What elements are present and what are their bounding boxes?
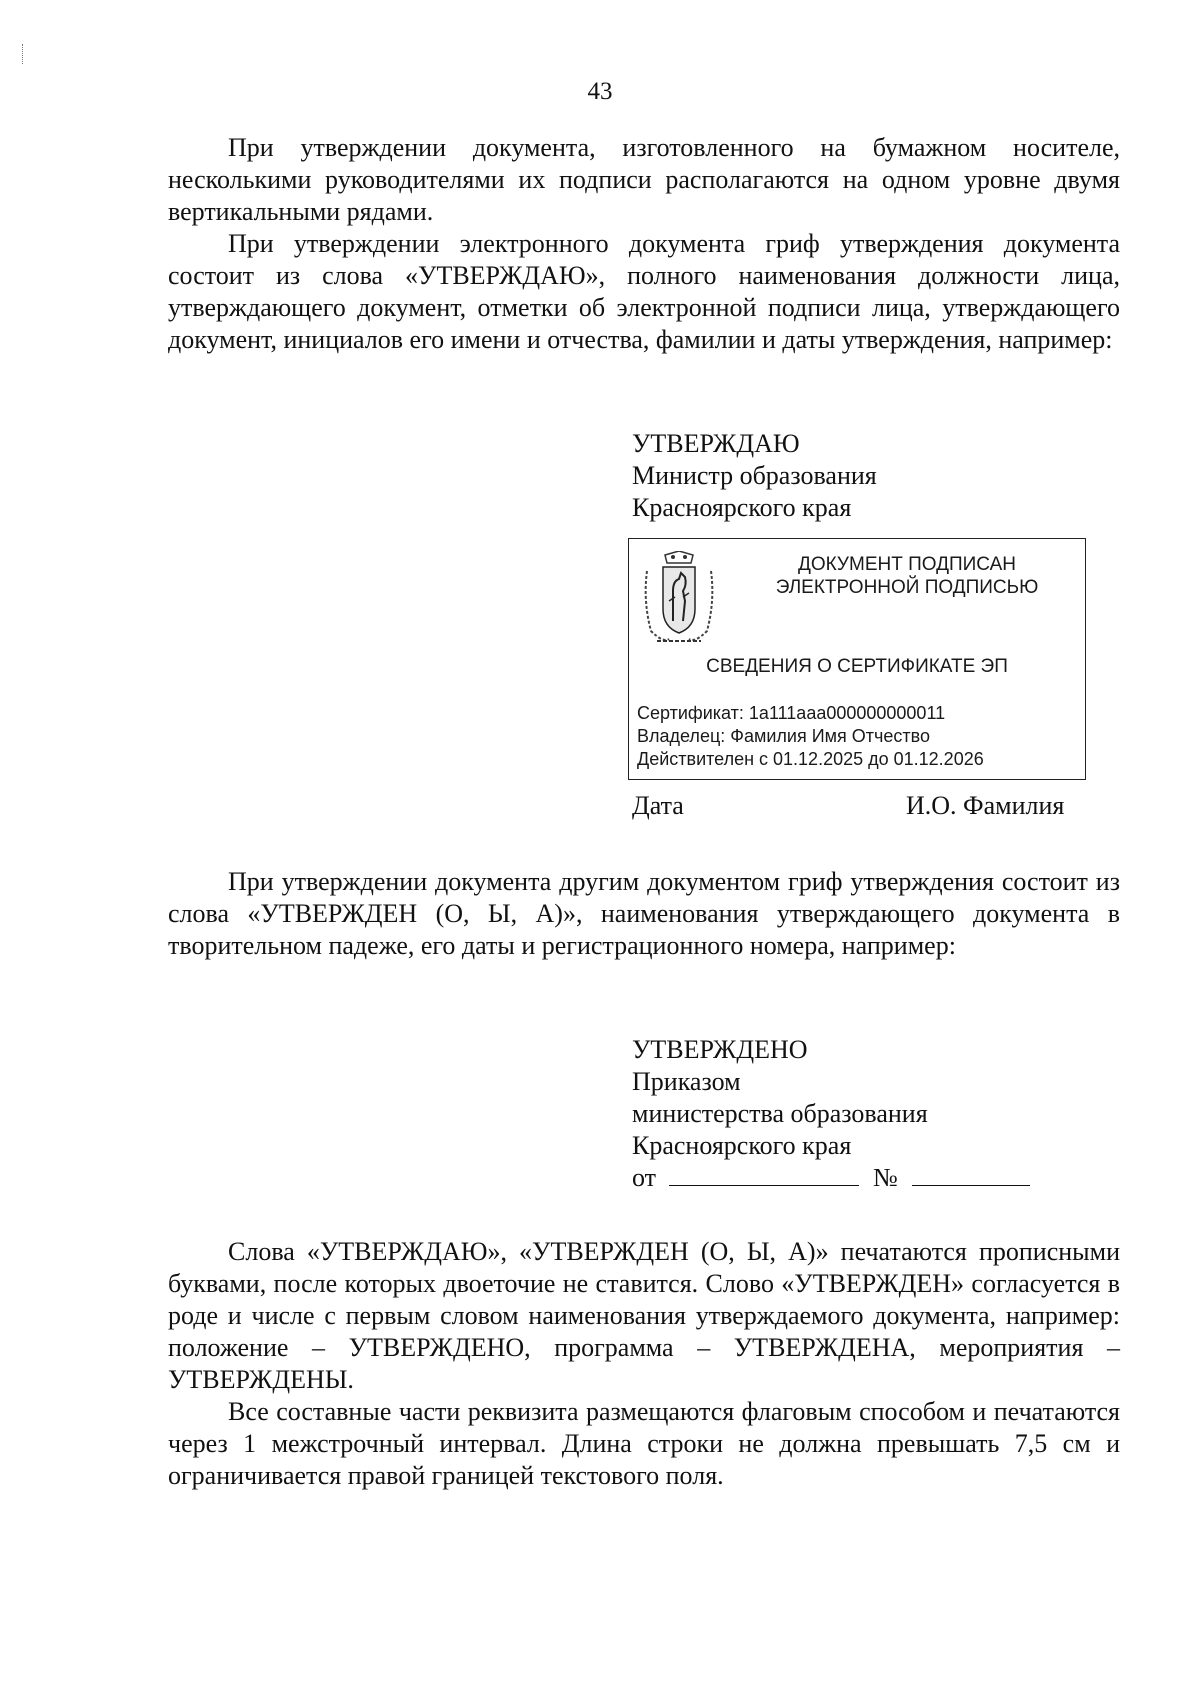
electronic-signature-stamp <box>628 538 1086 780</box>
paragraph-electronic-approval: При утверждении электронного документа гриф утверждения документа состоит из слова «УТВЕРЖДАЮ», полного наименования должности лица, утверждающего документ, отметки об электронной подписи лица, утверждающего документ, инициалов его имени и отчества, фамилии и даты утверждения, например: <box>168 229 1120 354</box>
number-label: № <box>873 1163 898 1192</box>
from-label: от <box>632 1163 657 1192</box>
certificate-header: СВЕДЕНИЯ О СЕРТИФИКАТЕ ЭП <box>706 656 1008 677</box>
paragraph-formatting-rules: Все составные части реквизита размещаются флаговым способом и печатаются через 1 межстрочный интервал. Длина строки не должна превышать 7,5 см и ограничивается правой границей текстового поля. <box>168 1397 1120 1490</box>
approval-position-line2: Красноярского края <box>632 493 852 522</box>
approval2-line3: Красноярского края <box>632 1131 852 1160</box>
stamp-title <box>747 553 1067 599</box>
number-blank-line <box>912 1163 1030 1186</box>
approval2-date-number-line <box>632 1162 1030 1194</box>
approval2-line1: Приказом <box>632 1067 741 1096</box>
page-number: 43 <box>587 78 613 105</box>
approval2-title: УТВЕРЖДЕНО <box>632 1035 808 1064</box>
approval-block-2 <box>632 1034 1030 1194</box>
approval-position-line1: Министр образования <box>632 461 877 490</box>
coat-of-arms-icon <box>643 551 715 647</box>
certificate-validity: Действителен с 01.12.2025 до 01.12.2026 <box>637 749 984 769</box>
approval-title: УТВЕРЖДАЮ <box>632 429 800 458</box>
certificate-details <box>637 702 984 771</box>
certificate-owner: Владелец: Фамилия Имя Отчество <box>637 726 931 746</box>
margin-mark <box>22 44 25 64</box>
approval-date-label: Дата <box>632 791 684 820</box>
stamp-title-line2: ЭЛЕКТРОННОЙ ПОДПИСЬЮ <box>775 577 1039 598</box>
approver-name: И.О. Фамилия <box>906 791 1065 820</box>
stamp-title-line1: ДОКУМЕНТ ПОДПИСАН <box>798 554 1016 575</box>
paragraph-multiple-signers: При утверждении документа, изготовленного на бумажном носителе, несколькими руководителями их подписи располагаются на одном уровне двумя вертикальными рядами. <box>168 133 1120 226</box>
paragraph-capitalization-rules: Слова «УТВЕРЖДАЮ», «УТВЕРЖДЕН (О, Ы, А)» печатаются прописными буквами, после которых двоеточие не ставится. Слово «УТВЕРЖДЕН» согласуется в роде и числе с первым словом наименования утверждаемого документа, например: положение – УТВЕРЖДЕНО, программа – УТВЕРЖДЕНА, мероприятия – УТВЕРЖДЕНЫ. <box>168 1237 1120 1394</box>
approval2-line2: министерства образования <box>632 1099 928 1128</box>
certificate-number: Сертификат: 1a111aaa000000000011 <box>637 703 946 723</box>
approval-block-1 <box>632 428 877 524</box>
paragraph-approval-by-document: При утверждении документа другим документом гриф утверждения состоит из слова «УТВЕРЖДЕН (О, Ы, А)», наименования утверждающего документа в творительном падеже, его даты и регистрационного номера, например: <box>168 867 1120 960</box>
date-blank-line <box>669 1163 859 1186</box>
